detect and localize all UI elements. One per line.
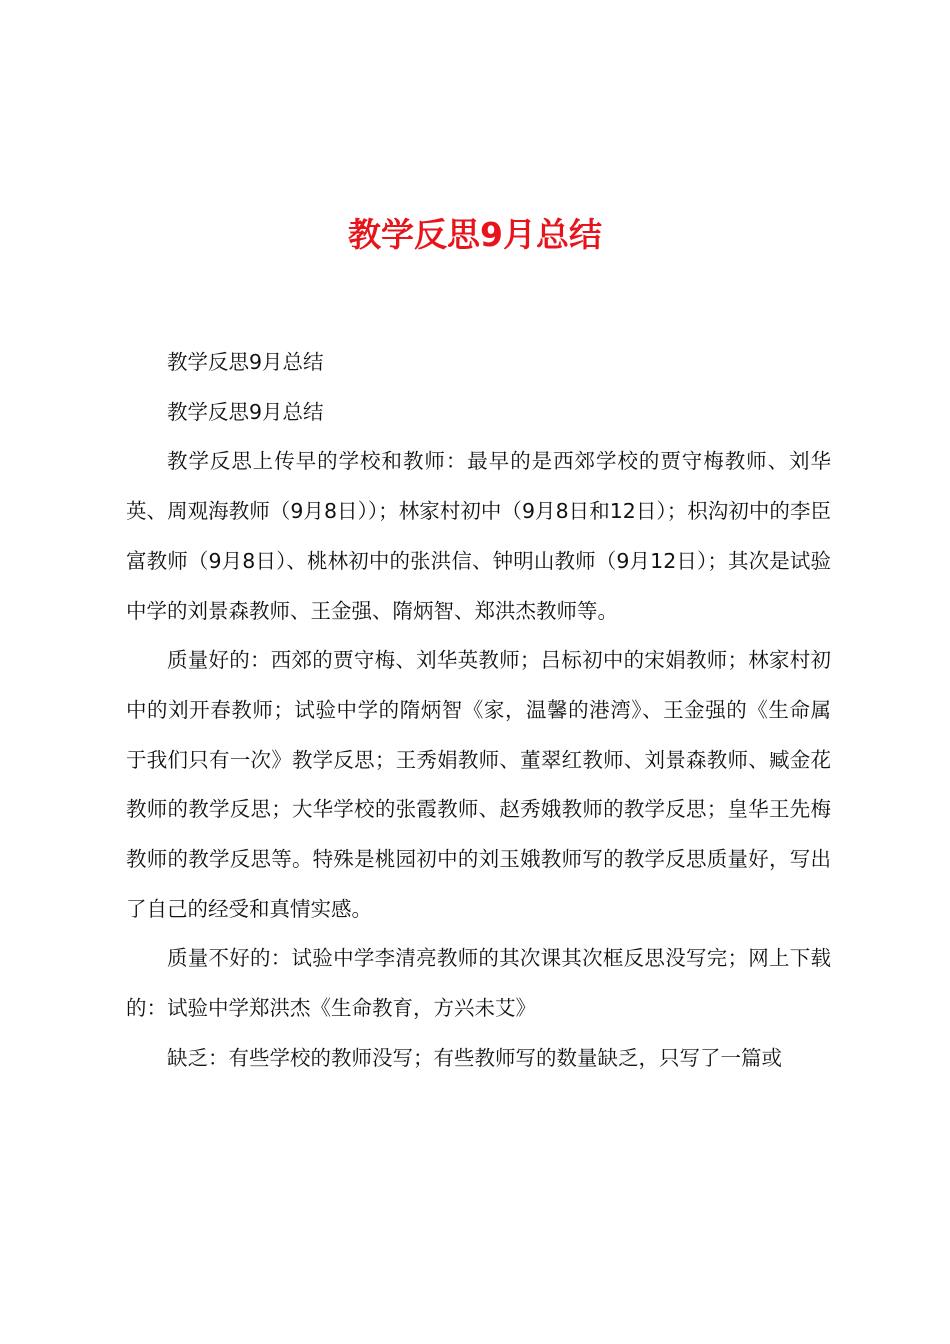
document-title: 教学反思9月总结 [348,215,602,254]
paragraph: 质量不好的：试验中学李清亮教师的其次课其次框反思没写完；网上下载的：试验中学郑洪杰《生命教育，方兴未艾》 [126,946,831,1021]
paragraph: 教学反思9月总结 [167,399,324,424]
paragraph: 缺乏：有些学校的教师没写；有些教师写的数量缺乏，只写了一篇或 [167,1045,782,1070]
document-body [126,338,831,1084]
paragraph: 教学反思上传早的学校和教师：最早的是西郊学校的贾守梅教师、刘华英、周观海教师（9月8日））；林家村初中（9月8日和12日）；枳沟初中的李臣富教师（9月8日）、桃林初中的张洪信、钟明山教师（9月12日）；其次是试验中学的刘景森教师、王金强、隋炳智、郑洪杰教师等。 [126,449,831,623]
paragraph: 教学反思9月总结 [167,350,324,374]
paragraph: 质量好的：西郊的贾守梅、刘华英教师；吕标初中的宋娟教师；林家村初中的刘开春教师；试验中学的隋炳智《家，温馨的港湾》、王金强的《生命属于我们只有一次》教学反思；王秀娟教师、董翠红教师、刘景森教师、臧金花教师的教学反思；大华学校的张霞教师、赵秀娥教师的教学反思；皇华王先梅教师的教学反思等。特殊是桃园初中的刘玉娥教师写的教学反思质量好，写出了自己的经受和真情实感。 [126,648,831,921]
